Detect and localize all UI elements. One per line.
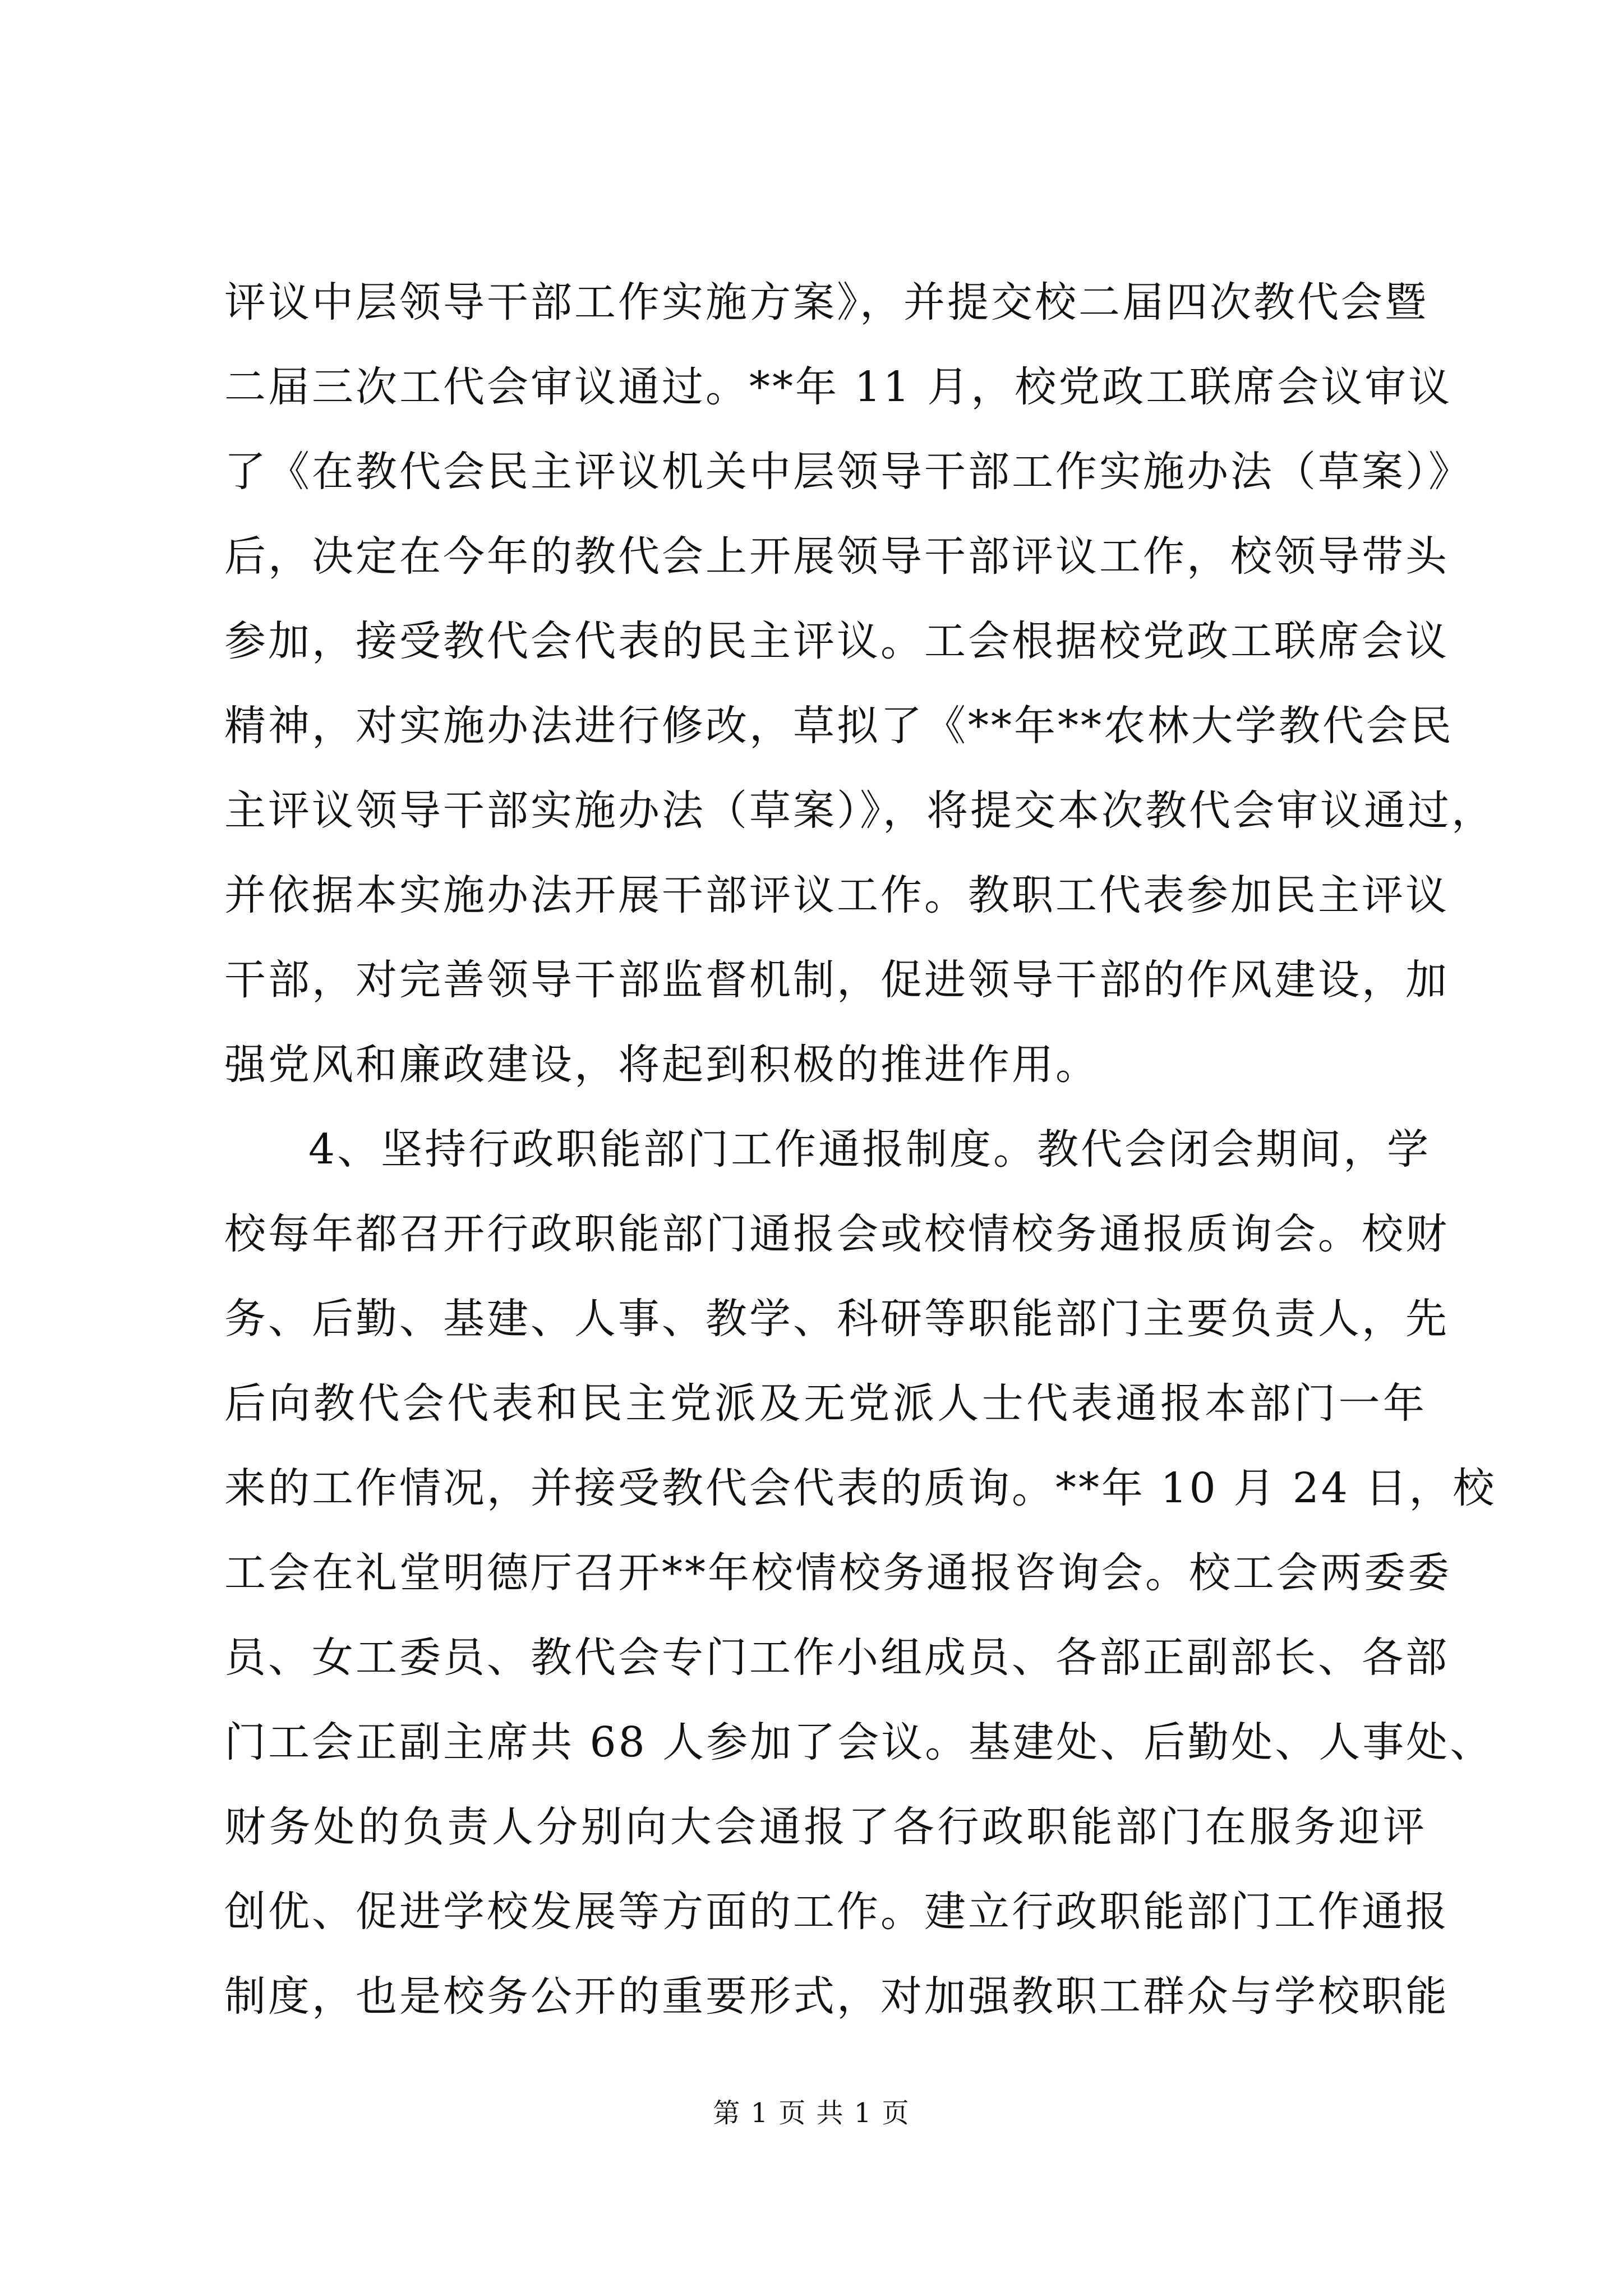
body-line: 精神，对实施办法进行修改，草拟了《**年**农林大学教代会民 bbox=[224, 702, 1454, 750]
body-line: 后向教代会代表和民主党派及无党派人士代表通报本部门一年 bbox=[224, 1379, 1427, 1428]
body-line: 并依据本实施办法开展干部评议工作。教职工代表参加民主评议 bbox=[224, 871, 1449, 919]
body-line: 二届三次工代会审议通过。**年 11 月，校党政工联席会议审议 bbox=[224, 363, 1453, 411]
body-line: 校每年都召开行政职能部门通报会或校情校务通报质询会。校财 bbox=[224, 1210, 1449, 1258]
body-line: 来的工作情况，并接受教代会代表的质询。**年 10 月 24 日，校 bbox=[224, 1464, 1497, 1512]
document-body bbox=[224, 260, 1497, 2039]
body-line: 参加，接受教代会代表的民主评议。工会根据校党政工联席会议 bbox=[224, 617, 1449, 665]
body-line: 主评议领导干部实施办法（草案）》，将提交本次教代会审议通过， bbox=[224, 786, 1495, 835]
body-line: 门工会正副主席共 68 人参加了会议。基建处、后勤处、人事处、 bbox=[224, 1718, 1494, 1766]
body-line: 员、女工委员、教代会专门工作小组成员、各部正副部长、各部 bbox=[224, 1634, 1449, 1682]
body-line: 工会在礼堂明德厅召开**年校情校务通报咨询会。校工会两委委 bbox=[224, 1549, 1451, 1597]
body-line: 务、后勤、基建、人事、教学、科研等职能部门主要负责人，先 bbox=[224, 1295, 1449, 1343]
page-number-footer: 第 1 页 共 1 页 bbox=[713, 2097, 910, 2129]
body-line: 了《在教代会民主评议机关中层领导干部工作实施办法（草案）》 bbox=[224, 448, 1472, 496]
body-line: 创优、促进学校发展等方面的工作。建立行政职能部门工作通报 bbox=[224, 1888, 1449, 1936]
body-line: 制度，也是校务公开的重要形式，对加强教职工群众与学校职能 bbox=[224, 1972, 1449, 2021]
body-line: 财务处的负责人分别向大会通报了各行政职能部门在服务迎评 bbox=[224, 1803, 1427, 1851]
body-line: 评议中层领导干部工作实施方案》，并提交校二届四次教代会暨 bbox=[224, 278, 1428, 326]
body-line: 后，决定在今年的教代会上开展领导干部评议工作，校领导带头 bbox=[224, 532, 1449, 581]
body-line: 4、坚持行政职能部门工作通报制度。教代会闭会期间，学 bbox=[308, 1125, 1431, 1174]
body-line: 强党风和廉政建设，将起到积极的推进作用。 bbox=[224, 1041, 1099, 1089]
body-line: 干部，对完善领导干部监督机制，促进领导干部的作风建设，加 bbox=[224, 956, 1449, 1004]
